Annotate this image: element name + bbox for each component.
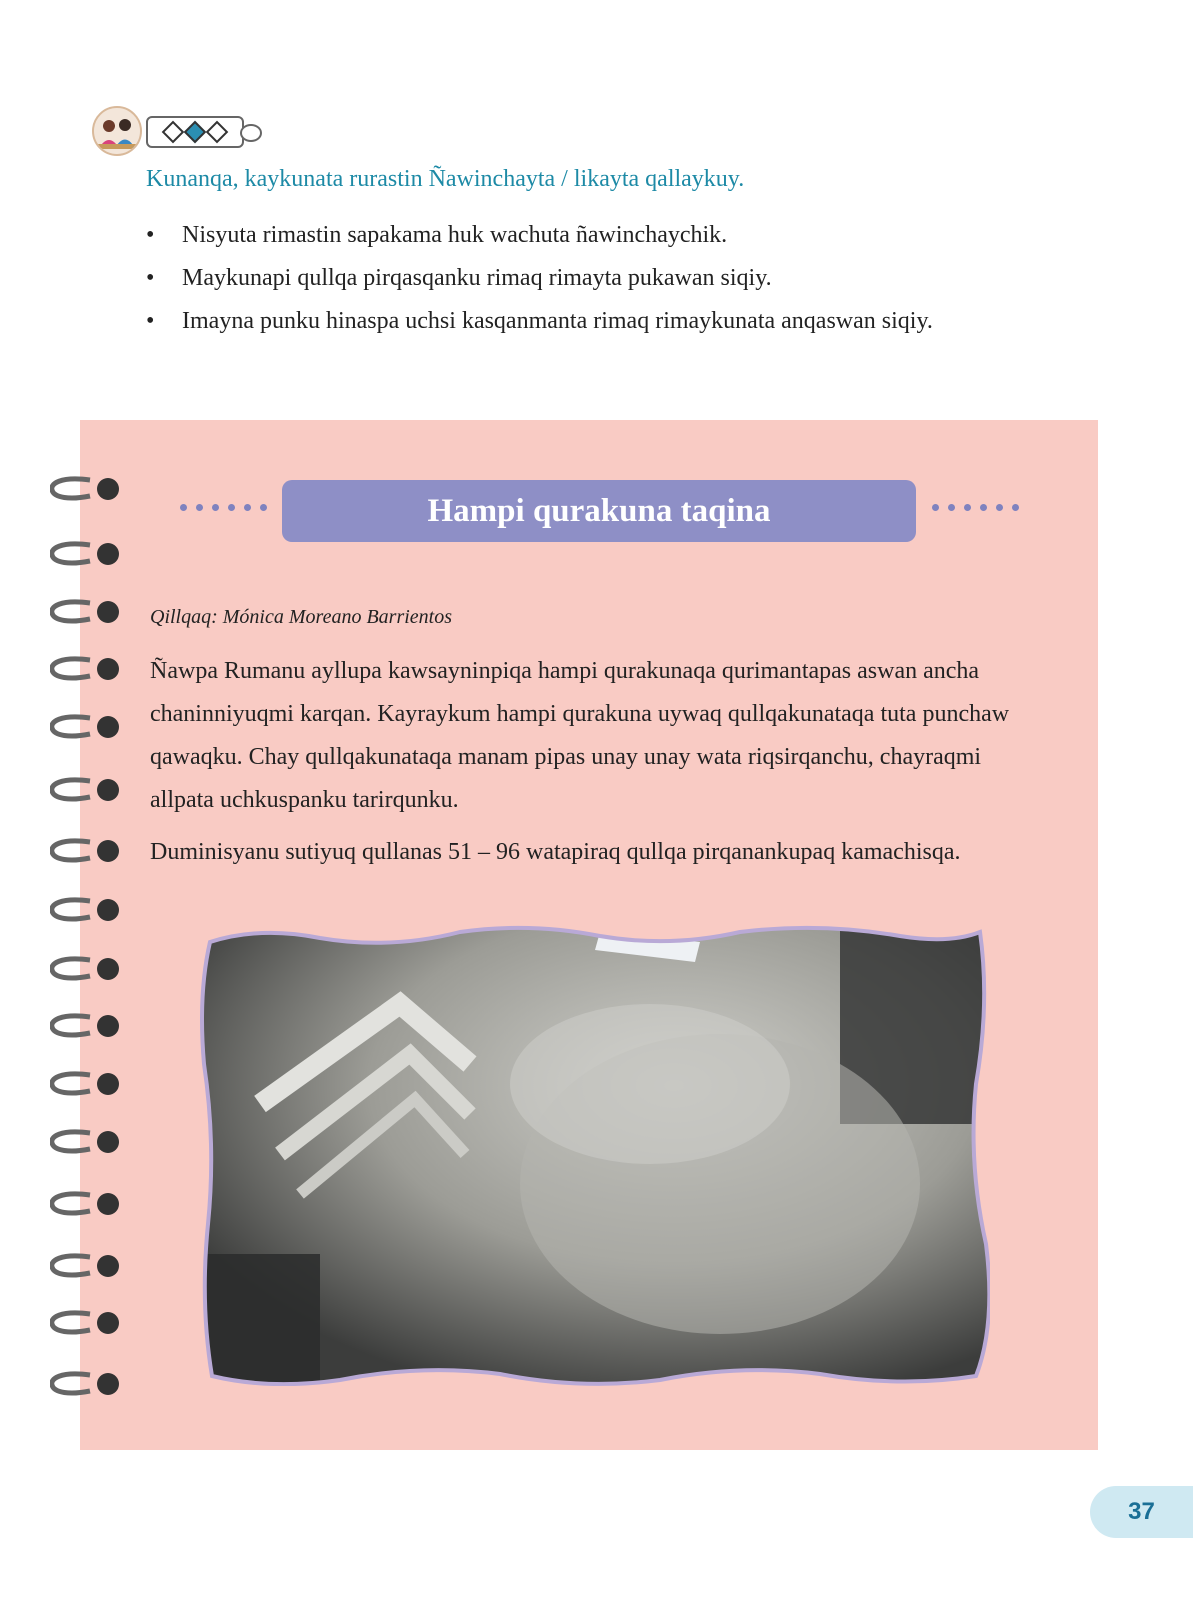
list-item: • Nisyuta rimastin sapakama huk wachuta ñawinchaychik. xyxy=(146,214,1046,257)
spiral-ring-icon xyxy=(50,1011,122,1041)
spiral-ring-icon xyxy=(50,954,122,984)
spiral-ring-icon xyxy=(50,1308,122,1338)
tag-string-icon xyxy=(240,124,262,142)
spiral-ring-icon xyxy=(50,474,122,504)
paragraph: Duminisyanu sutiyuq qullanas 51 – 96 watapiraq qullqa pirqanankupaq kamachisqa. xyxy=(150,839,961,865)
level-diamond-active-icon xyxy=(184,121,207,144)
spiral-ring-icon xyxy=(50,1369,122,1399)
spiral-ring-icon xyxy=(50,539,122,569)
spiral-ring-icon xyxy=(50,1189,122,1219)
author-line: Qillqaq: Mónica Moreano Barrientos xyxy=(150,606,453,628)
list-item: • Maykunapi qullqa pirqasqanku rimaq rimayta pukawan siqiy. xyxy=(146,257,1046,300)
instruction-text: Kunanqa, kaykunata rurastin Ñawinchayta / likayta qallaykuy. xyxy=(146,166,745,192)
level-diamond-icon xyxy=(206,121,229,144)
spiral-ring-icon xyxy=(50,712,122,742)
page-number: 37 xyxy=(1090,1486,1193,1538)
paragraph: Ñawpa Rumanu ayllupa kawsayninpiqa hampi qurakunaqa qurimantapas aswan ancha chaninniyuqmi karqan. Kayraykum hampi qurakuna uywaq qullqakunataqa tuta punchaw qawaqku. Chay qullqakunataqa manam pipas unay unay wata riqsirqanchu, chayraqmi allpata uchkuspanku tarirqunku. xyxy=(150,658,1010,813)
students-icon xyxy=(92,106,142,156)
spiral-ring-icon xyxy=(50,597,122,627)
title-banner xyxy=(180,480,1020,542)
spiral-ring-icon xyxy=(50,775,122,805)
spiral-ring-icon xyxy=(50,1069,122,1099)
dot-divider xyxy=(932,504,1019,511)
dot-divider xyxy=(180,504,267,511)
spiral-ring-icon xyxy=(50,654,122,684)
page-title: Hampi qurakuna taqina xyxy=(427,492,771,529)
level-diamond-icon xyxy=(162,121,185,144)
level-tag-icon xyxy=(146,116,244,148)
title-box xyxy=(282,480,916,542)
carved-stone-wall-photo xyxy=(200,924,990,1386)
task-list xyxy=(146,214,1046,343)
spiral-ring-icon xyxy=(50,895,122,925)
list-item: • Imayna punku hinaspa uchsi kasqanmanta rimaq rimaykunata anqaswan siqiy. xyxy=(146,300,1046,343)
spiral-ring-icon xyxy=(50,1251,122,1281)
spiral-ring-icon xyxy=(50,836,122,866)
spiral-ring-icon xyxy=(50,1127,122,1157)
